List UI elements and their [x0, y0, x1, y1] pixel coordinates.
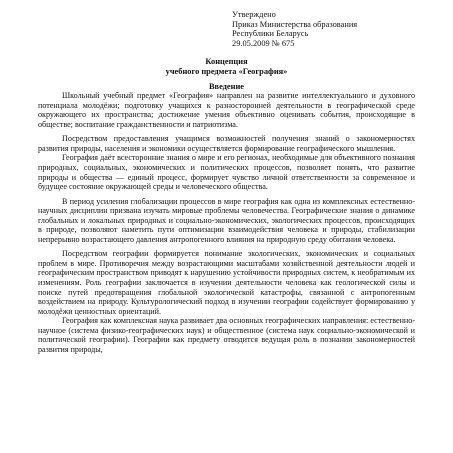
approval-line: Приказ Министерства образования — [232, 19, 358, 29]
section-heading: Введение — [208, 81, 245, 91]
approval-date: 29.05.2009 № 675 — [232, 38, 295, 48]
paragraph: Посредством предоставления учащимся возможностей получения знаний о закономерностях развития природы, населения и экономики осуществляется формирование географического мышления. — [38, 134, 415, 153]
paragraph: География даёт всесторонние знания о мире и его регионах, необходимые для объективного познания природных, социальных, экономических и политических процессов, позволяет понять, что развитие природы и общества — единый процесс, формирует чувство личной ответственности за современное и будущее состояние окружающей среды и человеческого общества. — [38, 153, 415, 192]
approval-block — [232, 10, 415, 48]
approval-line: Утверждено — [232, 10, 276, 19]
paragraph: География как комплексная наука развивает два основных географических направления: естественно-научное (система физико-географических наук) и общественное (система наук социально-экономической и политической географии). Географии как предмету отводится ведущая роль в познании закономерностей развития природы, — [38, 316, 415, 354]
title-line: учебного предмета «География» — [165, 66, 288, 76]
title-line: Концепция — [205, 57, 248, 67]
paragraph: В период усиления глобализации процессов в мире география как одна из комплексных естественно-научных дисциплин призвана изучать мировые проблемы человечества. Географические знания о динамике глобальных и локальных природных и социально-экономических, экологических процессов, происходящих в природе, позволяют наметить пути оптимизации взаимодействия человека и природы, стабилизации непрерывно возрастающего давления антропогенного влияния на природную среду обитания человека. — [38, 196, 415, 244]
paragraph: Школьный учебный предмет «География» направлен на развитие интеллектуального и духовного потенциала молодёжи; подготовку учащихся к разносторонней деятельности в географической среде окружающего их пространства; достижение умения объективно оценивать события, происходящие в обществе; воспитание гражданственности и патриотизма. — [38, 91, 415, 129]
document-body — [38, 91, 415, 354]
approval-line: Республики Беларусь — [232, 29, 309, 39]
paragraph: Посредством географии формируется понимание экологических, экономических и социальных проблем в мире. Противоречия между возрастающими масштабами хозяйственной деятельности людей и географическим пространством приводят к нарушению устойчивости природных систем, к необратимым их изменениям. Роль географии заключается в изучении деятельности человека как геологической силы и поиске путей предотвращения глобальной экологической катастрофы, связанной с антропогенным воздействием на природу. Культурологический подход в изучении географии содействует формированию у молодёжи ценностных ориентаций. — [38, 249, 415, 316]
document-title — [38, 57, 415, 76]
